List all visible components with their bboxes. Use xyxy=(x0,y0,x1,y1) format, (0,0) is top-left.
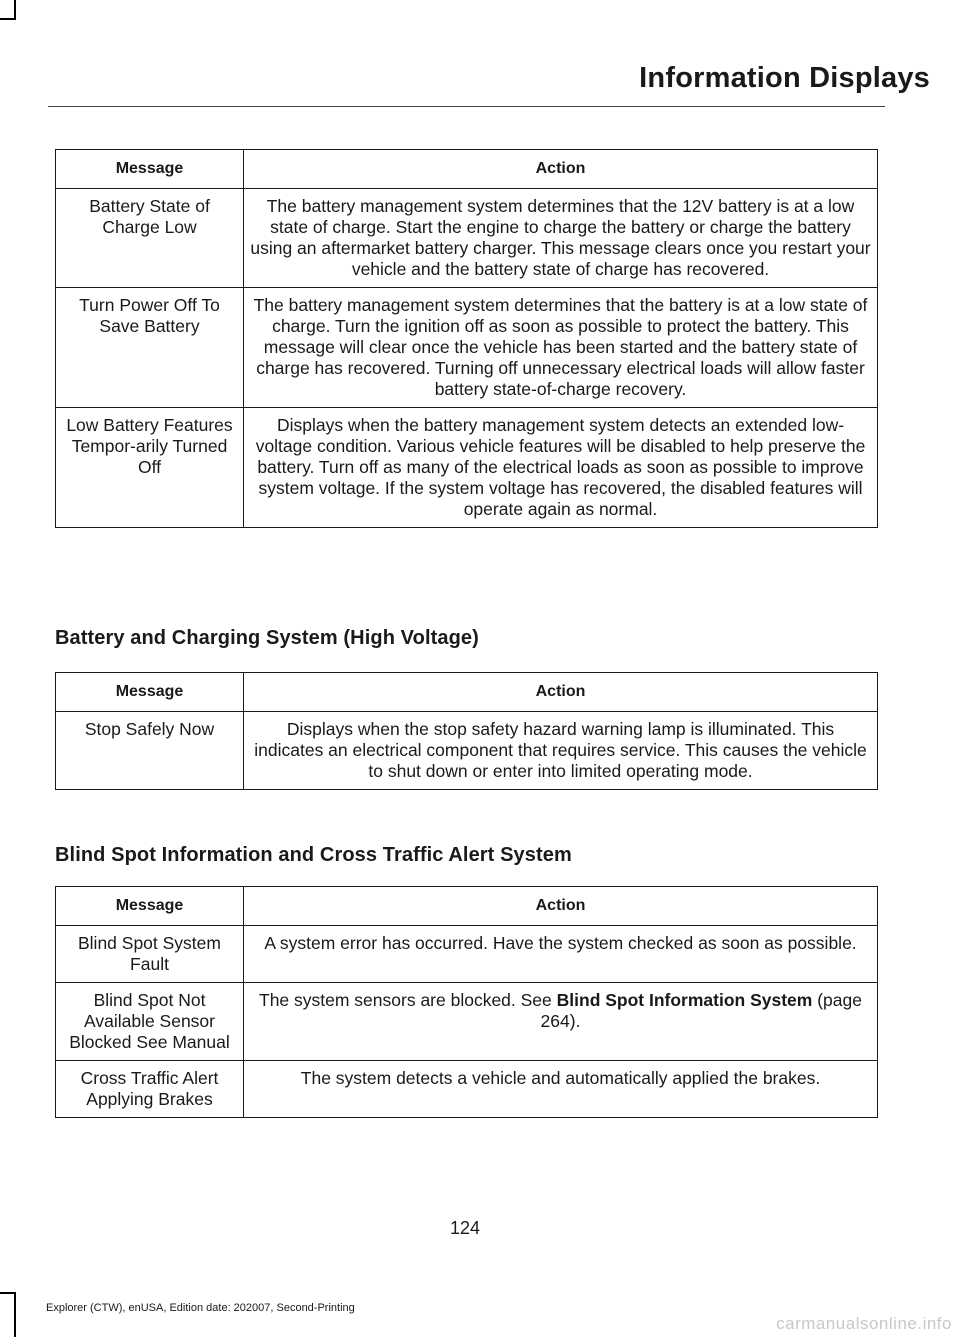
message-cell: Battery State of Charge Low xyxy=(56,189,244,288)
table-row xyxy=(56,189,878,288)
message-cell: Cross Traffic Alert Applying Brakes xyxy=(56,1061,244,1118)
action-cell: The battery management system determines that the 12V battery is at a low state of charge. Start the engine to charge the battery or charge the battery using an aftermarket battery charger. This message clears once you restart your vehicle and the battery state of charge has recovered. xyxy=(244,189,878,288)
table-header-row xyxy=(56,887,878,926)
high-voltage-messages-table xyxy=(55,672,878,790)
battery-messages-table xyxy=(55,149,878,528)
table-row xyxy=(56,926,878,983)
column-header-action: Action xyxy=(244,887,878,926)
title-divider xyxy=(48,106,885,107)
action-cell: A system error has occurred. Have the system checked as soon as possible. xyxy=(244,926,878,983)
table-row xyxy=(56,712,878,790)
message-cell: Blind Spot System Fault xyxy=(56,926,244,983)
page-title: Information Displays xyxy=(639,62,930,94)
message-cell: Stop Safely Now xyxy=(56,712,244,790)
table-row xyxy=(56,408,878,528)
table-row xyxy=(56,288,878,408)
table-header-row xyxy=(56,150,878,189)
blind-spot-messages-table xyxy=(55,886,878,1118)
section-heading-blind-spot: Blind Spot Information and Cross Traffic Alert System xyxy=(55,844,572,866)
table-row xyxy=(56,1061,878,1118)
message-cell: Blind Spot Not Available Sensor Blocked See Manual xyxy=(56,983,244,1061)
action-cell: Displays when the battery management system detects an extended low-voltage condition. Various vehicle features will be disabled to help preserve the battery. Turn off as many of the electrical loads as soon as possible to improve system voltage. If the system voltage has recovered, the disabled features will operate again as normal. xyxy=(244,408,878,528)
page-number: 124 xyxy=(449,1218,481,1238)
watermark: carmanualsonline.info xyxy=(776,1314,952,1333)
column-header-message: Message xyxy=(56,150,244,189)
column-header-message: Message xyxy=(56,673,244,712)
blind-spot-info-link[interactable]: Blind Spot Information System xyxy=(556,990,813,1010)
message-cell: Turn Power Off To Save Battery xyxy=(56,288,244,408)
crop-mark-bottom-left-h xyxy=(0,1292,16,1294)
crop-mark-bottom-left-v xyxy=(14,1292,16,1337)
action-cell: The system detects a vehicle and automatically applied the brakes. xyxy=(244,1061,878,1118)
table-header-row xyxy=(56,673,878,712)
column-header-action: Action xyxy=(244,673,878,712)
column-header-action: Action xyxy=(244,150,878,189)
message-cell: Low Battery Features Tempor-arily Turned Off xyxy=(56,408,244,528)
column-header-message: Message xyxy=(56,887,244,926)
action-cell: Displays when the stop safety hazard warning lamp is illuminated. This indicates an electrical component that requires service. This causes the vehicle to shut down or enter into limited operating mode. xyxy=(244,712,878,790)
crop-mark-top-left-h xyxy=(0,18,16,20)
action-cell: The battery management system determines that the battery is at a low state of charge. Turn the ignition off as soon as possible to protect the battery. This message will clear once the vehicle has been started and the battery state of charge has recovered. Turning off unnecessary electrical loads will allow faster battery state-of-charge recovery. xyxy=(244,288,878,408)
page-reference: (page 264). xyxy=(540,990,862,1031)
crop-mark-top-left-v xyxy=(14,0,16,20)
action-cell xyxy=(244,983,878,1061)
action-text: The system sensors are blocked. See xyxy=(259,990,557,1010)
section-heading-high-voltage: Battery and Charging System (High Voltage) xyxy=(55,627,479,649)
table-row xyxy=(56,983,878,1061)
edition-footer: Explorer (CTW), enUSA, Edition date: 202007, Second-Printing xyxy=(46,1302,355,1314)
